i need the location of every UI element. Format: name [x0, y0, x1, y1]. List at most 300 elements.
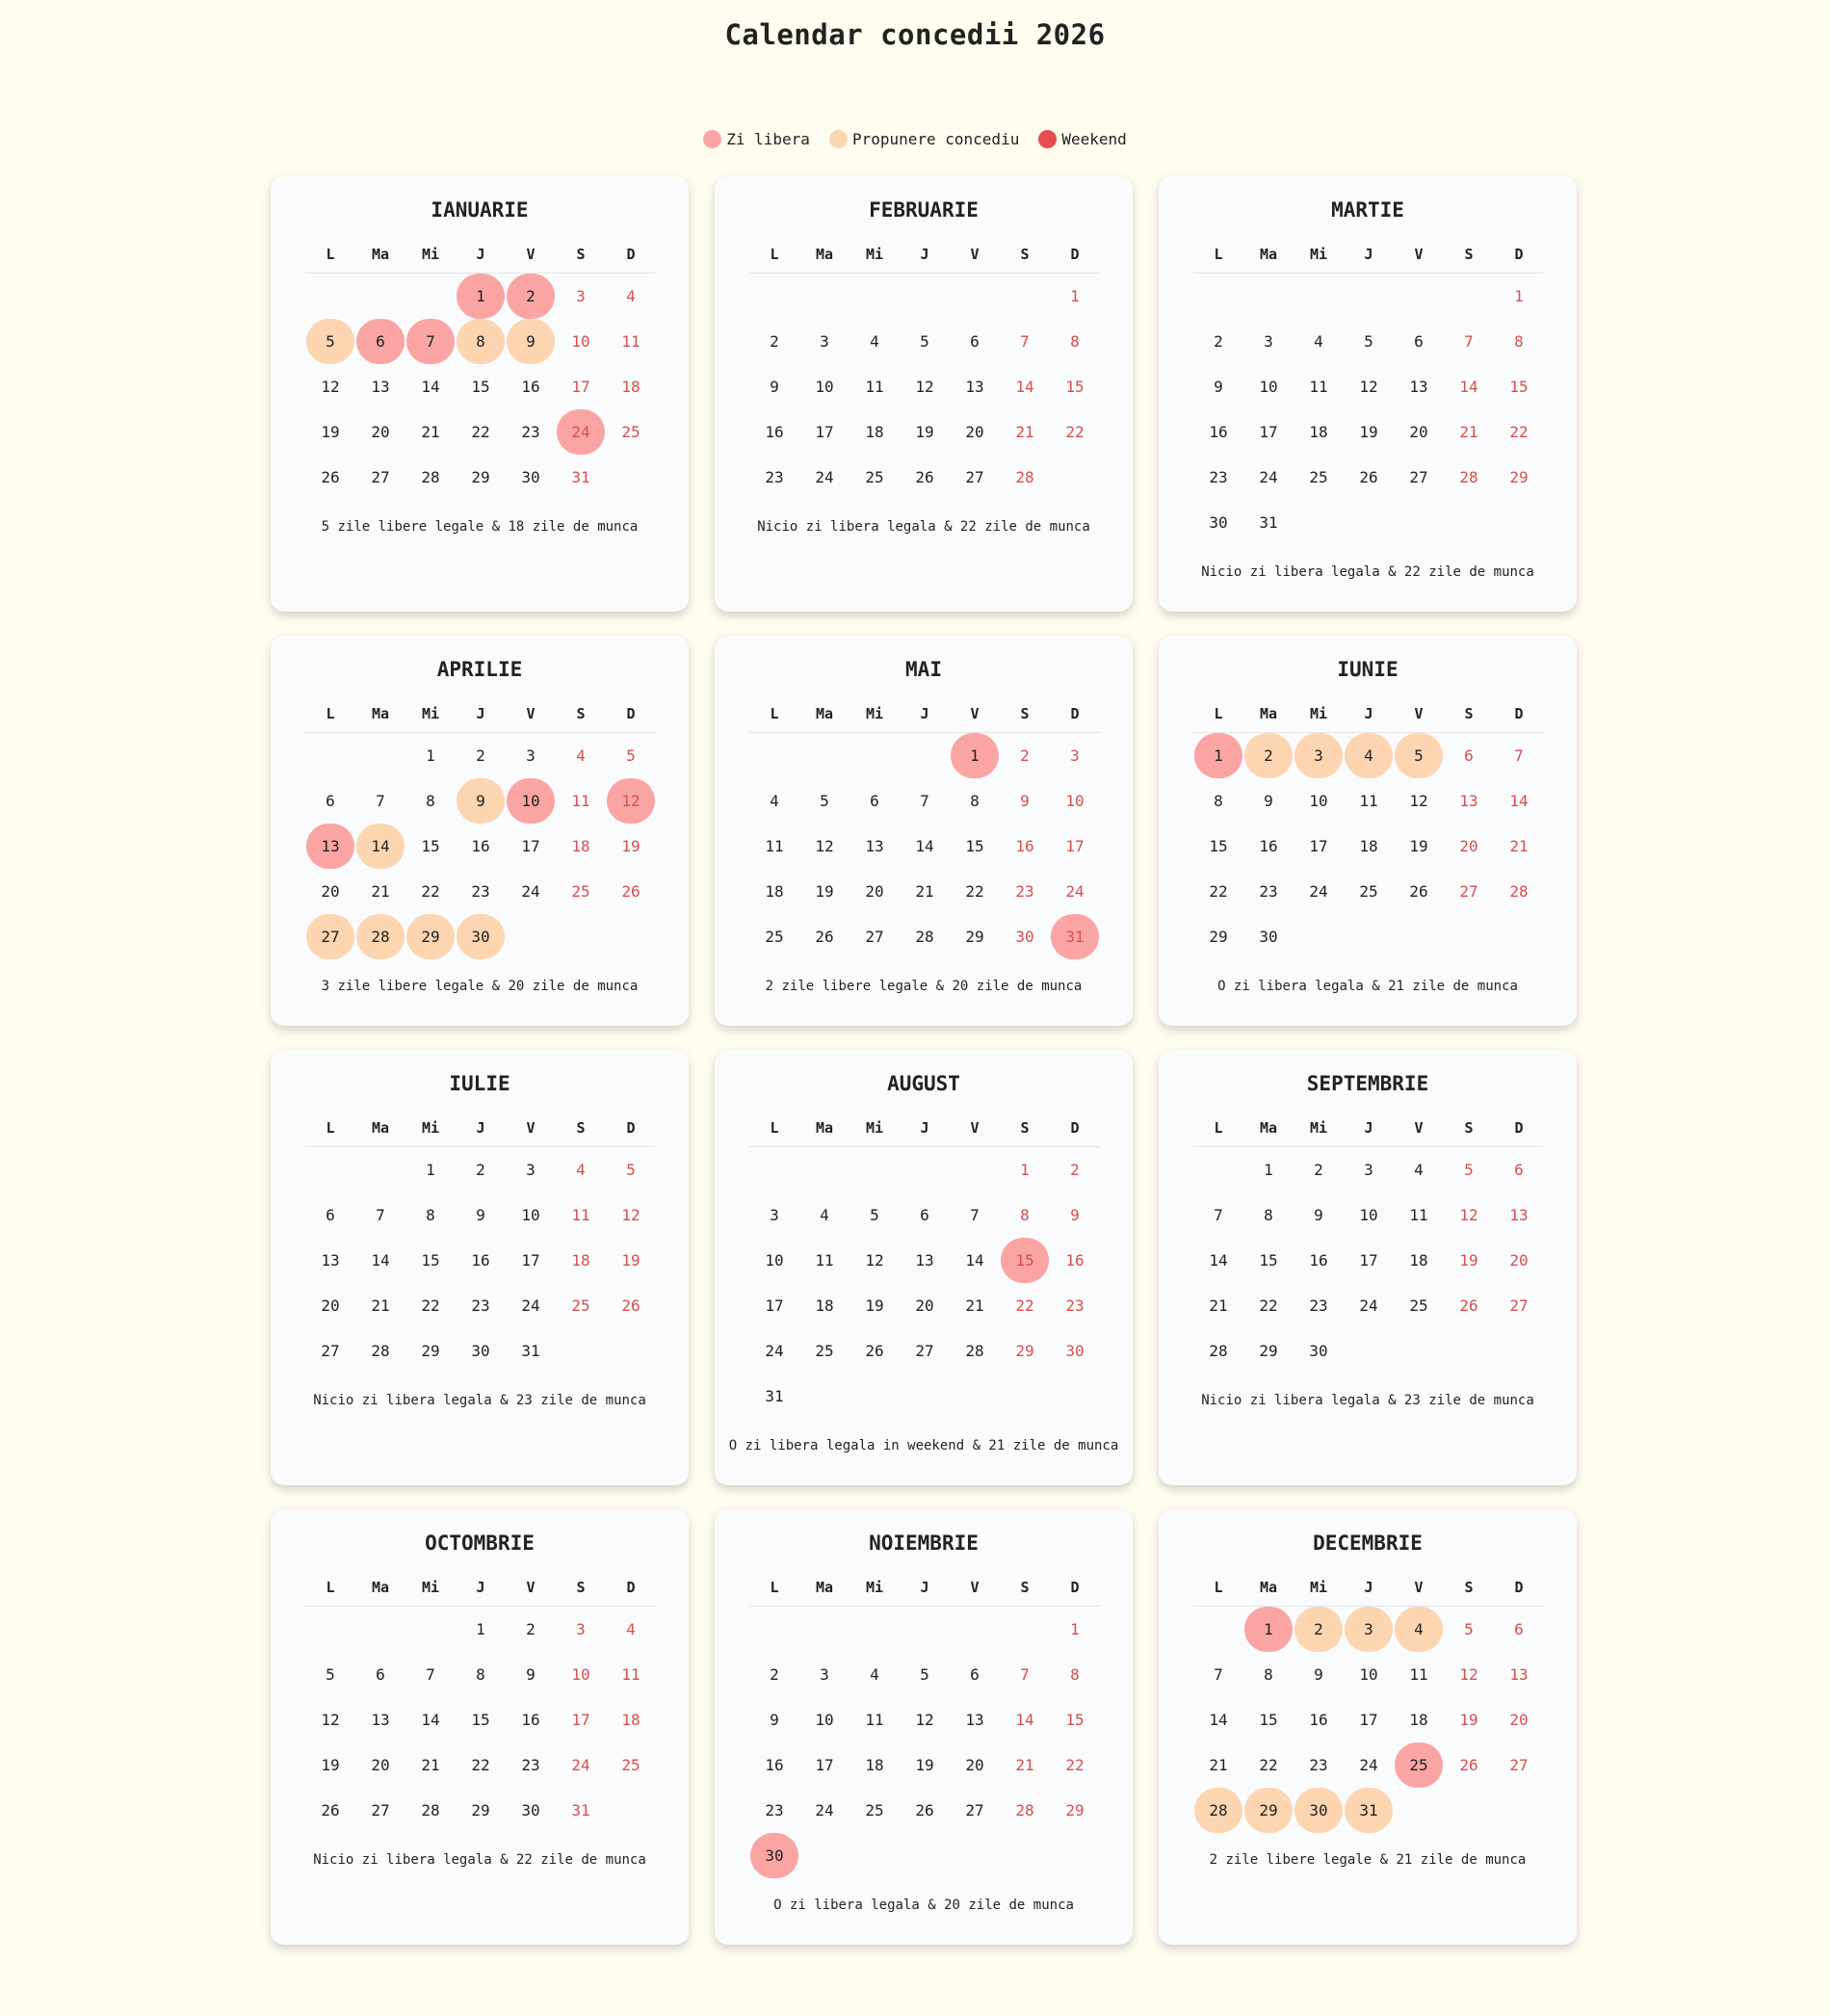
day-cell[interactable] [1494, 274, 1544, 319]
day-cell[interactable] [1294, 319, 1344, 364]
day-cell[interactable] [850, 914, 900, 959]
day-cell[interactable] [1294, 1607, 1344, 1652]
day-cell[interactable] [799, 1652, 850, 1697]
day-cell[interactable] [1444, 824, 1494, 869]
day-cell[interactable] [1050, 319, 1100, 364]
day-cell[interactable] [1394, 1697, 1444, 1742]
day-cell[interactable] [1193, 1788, 1243, 1833]
day-cell[interactable] [749, 1652, 799, 1697]
day-cell[interactable] [749, 1283, 799, 1328]
day-cell[interactable] [1344, 824, 1394, 869]
day-cell[interactable] [950, 1742, 1000, 1788]
day-cell[interactable] [900, 1238, 950, 1283]
day-cell[interactable] [1294, 733, 1344, 778]
day-cell[interactable] [950, 409, 1000, 455]
day-cell[interactable] [1494, 1607, 1544, 1652]
day-cell[interactable] [305, 824, 355, 869]
day-cell[interactable] [1294, 1788, 1344, 1833]
day-cell[interactable] [1494, 319, 1544, 364]
day-cell[interactable] [850, 1652, 900, 1697]
day-cell[interactable] [799, 914, 850, 959]
day-cell[interactable] [950, 455, 1000, 500]
day-cell[interactable] [506, 778, 556, 824]
day-cell[interactable] [305, 1283, 355, 1328]
day-cell[interactable] [1344, 733, 1394, 778]
day-cell[interactable] [799, 1238, 850, 1283]
day-cell[interactable] [950, 1283, 1000, 1328]
day-cell[interactable] [456, 914, 506, 959]
day-cell[interactable] [1193, 364, 1243, 409]
day-cell[interactable] [1243, 455, 1294, 500]
day-cell[interactable] [305, 778, 355, 824]
day-cell[interactable] [900, 1742, 950, 1788]
day-cell[interactable] [556, 1607, 606, 1652]
day-cell[interactable] [456, 1192, 506, 1238]
day-cell[interactable] [1444, 1238, 1494, 1283]
day-cell[interactable] [1193, 1742, 1243, 1788]
day-cell[interactable] [456, 869, 506, 914]
day-cell[interactable] [1000, 1742, 1050, 1788]
day-cell[interactable] [1193, 1697, 1243, 1742]
day-cell[interactable] [1050, 1652, 1100, 1697]
day-cell[interactable] [405, 1742, 456, 1788]
day-cell[interactable] [1243, 1652, 1294, 1697]
day-cell[interactable] [1394, 778, 1444, 824]
day-cell[interactable] [405, 1652, 456, 1697]
day-cell[interactable] [1243, 1238, 1294, 1283]
day-cell[interactable] [606, 1147, 656, 1192]
day-cell[interactable] [1344, 1652, 1394, 1697]
day-cell[interactable] [556, 364, 606, 409]
day-cell[interactable] [749, 778, 799, 824]
day-cell[interactable] [1344, 1238, 1394, 1283]
day-cell[interactable] [456, 733, 506, 778]
day-cell[interactable] [1494, 1652, 1544, 1697]
day-cell[interactable] [950, 824, 1000, 869]
day-cell[interactable] [1294, 1147, 1344, 1192]
day-cell[interactable] [405, 914, 456, 959]
day-cell[interactable] [1000, 319, 1050, 364]
day-cell[interactable] [456, 1283, 506, 1328]
day-cell[interactable] [900, 455, 950, 500]
day-cell[interactable] [355, 1697, 405, 1742]
day-cell[interactable] [456, 319, 506, 364]
day-cell[interactable] [456, 1788, 506, 1833]
day-cell[interactable] [456, 1147, 506, 1192]
day-cell[interactable] [305, 914, 355, 959]
day-cell[interactable] [606, 1238, 656, 1283]
day-cell[interactable] [799, 455, 850, 500]
day-cell[interactable] [950, 869, 1000, 914]
day-cell[interactable] [900, 409, 950, 455]
day-cell[interactable] [1243, 364, 1294, 409]
day-cell[interactable] [850, 778, 900, 824]
day-cell[interactable] [850, 1788, 900, 1833]
day-cell[interactable] [1494, 409, 1544, 455]
day-cell[interactable] [556, 409, 606, 455]
day-cell[interactable] [506, 1697, 556, 1742]
day-cell[interactable] [405, 869, 456, 914]
day-cell[interactable] [305, 1652, 355, 1697]
day-cell[interactable] [456, 1742, 506, 1788]
day-cell[interactable] [1294, 1697, 1344, 1742]
day-cell[interactable] [1050, 1192, 1100, 1238]
day-cell[interactable] [506, 1607, 556, 1652]
day-cell[interactable] [900, 778, 950, 824]
day-cell[interactable] [305, 455, 355, 500]
day-cell[interactable] [1344, 1192, 1394, 1238]
day-cell[interactable] [749, 455, 799, 500]
day-cell[interactable] [1494, 733, 1544, 778]
day-cell[interactable] [749, 824, 799, 869]
day-cell[interactable] [506, 1788, 556, 1833]
day-cell[interactable] [900, 1328, 950, 1374]
day-cell[interactable] [1000, 733, 1050, 778]
day-cell[interactable] [850, 869, 900, 914]
day-cell[interactable] [506, 1283, 556, 1328]
day-cell[interactable] [405, 1283, 456, 1328]
day-cell[interactable] [799, 1328, 850, 1374]
day-cell[interactable] [950, 1192, 1000, 1238]
day-cell[interactable] [1394, 409, 1444, 455]
day-cell[interactable] [405, 455, 456, 500]
day-cell[interactable] [749, 1328, 799, 1374]
day-cell[interactable] [1444, 778, 1494, 824]
day-cell[interactable] [556, 1192, 606, 1238]
day-cell[interactable] [405, 1788, 456, 1833]
day-cell[interactable] [950, 733, 1000, 778]
day-cell[interactable] [799, 869, 850, 914]
day-cell[interactable] [606, 1697, 656, 1742]
day-cell[interactable] [506, 733, 556, 778]
day-cell[interactable] [1000, 409, 1050, 455]
day-cell[interactable] [1193, 869, 1243, 914]
day-cell[interactable] [749, 1192, 799, 1238]
day-cell[interactable] [456, 1328, 506, 1374]
day-cell[interactable] [749, 1238, 799, 1283]
day-cell[interactable] [506, 824, 556, 869]
day-cell[interactable] [1000, 364, 1050, 409]
day-cell[interactable] [950, 778, 1000, 824]
day-cell[interactable] [355, 778, 405, 824]
day-cell[interactable] [749, 1374, 799, 1419]
day-cell[interactable] [1050, 409, 1100, 455]
day-cell[interactable] [1394, 319, 1444, 364]
day-cell[interactable] [456, 1238, 506, 1283]
day-cell[interactable] [1000, 869, 1050, 914]
day-cell[interactable] [749, 1697, 799, 1742]
day-cell[interactable] [900, 1697, 950, 1742]
day-cell[interactable] [1344, 1788, 1394, 1833]
day-cell[interactable] [749, 364, 799, 409]
day-cell[interactable] [405, 1328, 456, 1374]
day-cell[interactable] [355, 914, 405, 959]
day-cell[interactable] [1050, 1788, 1100, 1833]
day-cell[interactable] [1193, 1652, 1243, 1697]
day-cell[interactable] [749, 1788, 799, 1833]
day-cell[interactable] [506, 455, 556, 500]
day-cell[interactable] [606, 274, 656, 319]
day-cell[interactable] [606, 869, 656, 914]
day-cell[interactable] [900, 914, 950, 959]
day-cell[interactable] [506, 1147, 556, 1192]
day-cell[interactable] [1494, 1742, 1544, 1788]
day-cell[interactable] [749, 1742, 799, 1788]
day-cell[interactable] [1444, 409, 1494, 455]
day-cell[interactable] [1243, 1192, 1294, 1238]
day-cell[interactable] [305, 1742, 355, 1788]
day-cell[interactable] [355, 455, 405, 500]
day-cell[interactable] [1243, 824, 1294, 869]
day-cell[interactable] [1000, 778, 1050, 824]
day-cell[interactable] [1050, 1607, 1100, 1652]
day-cell[interactable] [1444, 1697, 1494, 1742]
day-cell[interactable] [1050, 778, 1100, 824]
day-cell[interactable] [405, 1697, 456, 1742]
day-cell[interactable] [606, 319, 656, 364]
day-cell[interactable] [1050, 824, 1100, 869]
day-cell[interactable] [850, 455, 900, 500]
day-cell[interactable] [506, 1742, 556, 1788]
day-cell[interactable] [456, 1607, 506, 1652]
day-cell[interactable] [1193, 455, 1243, 500]
day-cell[interactable] [850, 1192, 900, 1238]
day-cell[interactable] [900, 1192, 950, 1238]
day-cell[interactable] [355, 364, 405, 409]
day-cell[interactable] [1444, 1147, 1494, 1192]
day-cell[interactable] [1344, 364, 1394, 409]
day-cell[interactable] [1243, 409, 1294, 455]
day-cell[interactable] [749, 1833, 799, 1878]
day-cell[interactable] [1344, 869, 1394, 914]
day-cell[interactable] [850, 1697, 900, 1742]
day-cell[interactable] [1050, 364, 1100, 409]
day-cell[interactable] [606, 1652, 656, 1697]
day-cell[interactable] [1294, 824, 1344, 869]
day-cell[interactable] [1444, 1652, 1494, 1697]
day-cell[interactable] [799, 409, 850, 455]
day-cell[interactable] [556, 869, 606, 914]
day-cell[interactable] [1000, 1192, 1050, 1238]
day-cell[interactable] [1294, 869, 1344, 914]
day-cell[interactable] [606, 1742, 656, 1788]
day-cell[interactable] [1444, 319, 1494, 364]
day-cell[interactable] [305, 1697, 355, 1742]
day-cell[interactable] [1000, 455, 1050, 500]
day-cell[interactable] [1294, 1328, 1344, 1374]
day-cell[interactable] [950, 364, 1000, 409]
day-cell[interactable] [1394, 824, 1444, 869]
day-cell[interactable] [1294, 1652, 1344, 1697]
day-cell[interactable] [1444, 364, 1494, 409]
day-cell[interactable] [1000, 914, 1050, 959]
day-cell[interactable] [950, 914, 1000, 959]
day-cell[interactable] [1394, 1742, 1444, 1788]
day-cell[interactable] [1294, 409, 1344, 455]
day-cell[interactable] [749, 869, 799, 914]
day-cell[interactable] [1243, 1607, 1294, 1652]
day-cell[interactable] [1344, 778, 1394, 824]
day-cell[interactable] [1193, 1328, 1243, 1374]
day-cell[interactable] [305, 409, 355, 455]
day-cell[interactable] [506, 409, 556, 455]
day-cell[interactable] [1243, 1328, 1294, 1374]
day-cell[interactable] [606, 364, 656, 409]
day-cell[interactable] [1394, 455, 1444, 500]
day-cell[interactable] [456, 1652, 506, 1697]
day-cell[interactable] [950, 1652, 1000, 1697]
day-cell[interactable] [606, 1607, 656, 1652]
day-cell[interactable] [1243, 1283, 1294, 1328]
day-cell[interactable] [305, 1328, 355, 1374]
day-cell[interactable] [1444, 455, 1494, 500]
day-cell[interactable] [1394, 1283, 1444, 1328]
day-cell[interactable] [506, 274, 556, 319]
day-cell[interactable] [1494, 1147, 1544, 1192]
day-cell[interactable] [1444, 1192, 1494, 1238]
day-cell[interactable] [850, 1328, 900, 1374]
day-cell[interactable] [1494, 364, 1544, 409]
day-cell[interactable] [799, 1283, 850, 1328]
day-cell[interactable] [1394, 364, 1444, 409]
day-cell[interactable] [1294, 1742, 1344, 1788]
day-cell[interactable] [1050, 1742, 1100, 1788]
day-cell[interactable] [1444, 733, 1494, 778]
day-cell[interactable] [1444, 1607, 1494, 1652]
day-cell[interactable] [606, 409, 656, 455]
day-cell[interactable] [1344, 1742, 1394, 1788]
day-cell[interactable] [456, 455, 506, 500]
day-cell[interactable] [749, 914, 799, 959]
day-cell[interactable] [799, 1697, 850, 1742]
day-cell[interactable] [1050, 914, 1100, 959]
day-cell[interactable] [405, 733, 456, 778]
day-cell[interactable] [1050, 1697, 1100, 1742]
day-cell[interactable] [405, 1192, 456, 1238]
day-cell[interactable] [355, 1283, 405, 1328]
day-cell[interactable] [900, 1283, 950, 1328]
day-cell[interactable] [850, 409, 900, 455]
day-cell[interactable] [355, 1788, 405, 1833]
day-cell[interactable] [1394, 1238, 1444, 1283]
day-cell[interactable] [1000, 1652, 1050, 1697]
day-cell[interactable] [355, 1328, 405, 1374]
day-cell[interactable] [1193, 733, 1243, 778]
day-cell[interactable] [1050, 1238, 1100, 1283]
day-cell[interactable] [1294, 364, 1344, 409]
day-cell[interactable] [799, 778, 850, 824]
day-cell[interactable] [305, 1192, 355, 1238]
day-cell[interactable] [799, 824, 850, 869]
day-cell[interactable] [900, 1652, 950, 1697]
day-cell[interactable] [900, 364, 950, 409]
day-cell[interactable] [950, 1238, 1000, 1283]
day-cell[interactable] [606, 733, 656, 778]
day-cell[interactable] [556, 455, 606, 500]
day-cell[interactable] [1494, 1238, 1544, 1283]
day-cell[interactable] [456, 1697, 506, 1742]
day-cell[interactable] [1050, 274, 1100, 319]
day-cell[interactable] [405, 824, 456, 869]
day-cell[interactable] [1000, 1697, 1050, 1742]
day-cell[interactable] [850, 1238, 900, 1283]
day-cell[interactable] [556, 778, 606, 824]
day-cell[interactable] [556, 274, 606, 319]
day-cell[interactable] [506, 1652, 556, 1697]
day-cell[interactable] [1344, 1283, 1394, 1328]
day-cell[interactable] [900, 319, 950, 364]
day-cell[interactable] [1193, 1238, 1243, 1283]
day-cell[interactable] [405, 319, 456, 364]
day-cell[interactable] [1000, 1283, 1050, 1328]
day-cell[interactable] [305, 1788, 355, 1833]
day-cell[interactable] [556, 1283, 606, 1328]
day-cell[interactable] [1243, 733, 1294, 778]
day-cell[interactable] [355, 1742, 405, 1788]
day-cell[interactable] [606, 778, 656, 824]
day-cell[interactable] [850, 1283, 900, 1328]
day-cell[interactable] [1294, 1192, 1344, 1238]
day-cell[interactable] [1050, 1328, 1100, 1374]
day-cell[interactable] [305, 869, 355, 914]
day-cell[interactable] [355, 1238, 405, 1283]
day-cell[interactable] [506, 1328, 556, 1374]
day-cell[interactable] [1243, 869, 1294, 914]
day-cell[interactable] [1193, 500, 1243, 545]
day-cell[interactable] [1394, 869, 1444, 914]
day-cell[interactable] [556, 1147, 606, 1192]
day-cell[interactable] [799, 1788, 850, 1833]
day-cell[interactable] [850, 1742, 900, 1788]
day-cell[interactable] [950, 1328, 1000, 1374]
day-cell[interactable] [1193, 914, 1243, 959]
day-cell[interactable] [1243, 1147, 1294, 1192]
day-cell[interactable] [749, 319, 799, 364]
day-cell[interactable] [1000, 1328, 1050, 1374]
day-cell[interactable] [1050, 1283, 1100, 1328]
day-cell[interactable] [1243, 1788, 1294, 1833]
day-cell[interactable] [850, 824, 900, 869]
day-cell[interactable] [556, 733, 606, 778]
day-cell[interactable] [1294, 778, 1344, 824]
day-cell[interactable] [355, 824, 405, 869]
day-cell[interactable] [355, 319, 405, 364]
day-cell[interactable] [850, 364, 900, 409]
day-cell[interactable] [305, 1238, 355, 1283]
day-cell[interactable] [900, 824, 950, 869]
day-cell[interactable] [456, 274, 506, 319]
day-cell[interactable] [606, 1283, 656, 1328]
day-cell[interactable] [556, 1652, 606, 1697]
day-cell[interactable] [1243, 500, 1294, 545]
day-cell[interactable] [1294, 455, 1344, 500]
day-cell[interactable] [355, 1652, 405, 1697]
day-cell[interactable] [1193, 1283, 1243, 1328]
day-cell[interactable] [1444, 869, 1494, 914]
day-cell[interactable] [506, 364, 556, 409]
day-cell[interactable] [950, 1697, 1000, 1742]
day-cell[interactable] [1193, 319, 1243, 364]
day-cell[interactable] [355, 1192, 405, 1238]
day-cell[interactable] [1000, 1788, 1050, 1833]
day-cell[interactable] [556, 1238, 606, 1283]
day-cell[interactable] [950, 319, 1000, 364]
day-cell[interactable] [405, 1238, 456, 1283]
day-cell[interactable] [1344, 409, 1394, 455]
day-cell[interactable] [1394, 1607, 1444, 1652]
day-cell[interactable] [1193, 1192, 1243, 1238]
day-cell[interactable] [405, 409, 456, 455]
